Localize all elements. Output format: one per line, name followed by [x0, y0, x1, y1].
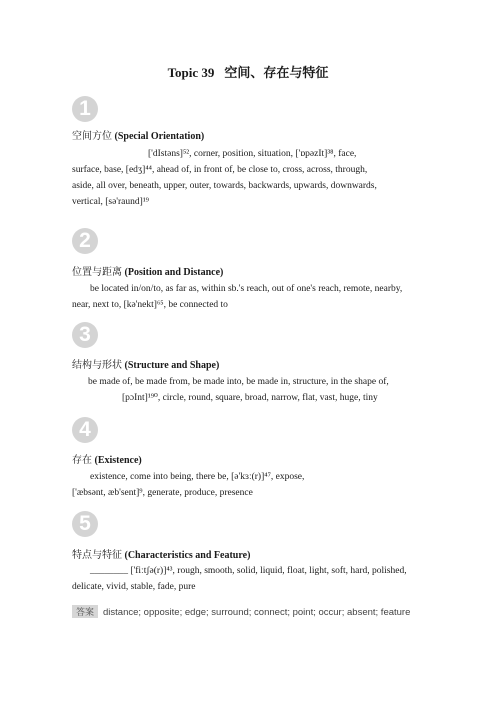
section-body	[72, 469, 432, 501]
section-number-badge: 5	[72, 511, 98, 537]
section-line: be located in/on/to, as far as, within sb.'s reach, out of one's reach, remote, nearby,	[90, 284, 403, 294]
section-line: ________ ['fiːtʃə(r)]⁴³, rough, smooth, solid, liquid, float, light, soft, hard, polished,	[90, 566, 407, 576]
section-number-badge: 4	[72, 417, 98, 443]
section-line: existence, come into being, there be, [ə'kɜː(r)]⁴⁷, expose,	[90, 472, 305, 482]
section-body	[72, 374, 432, 406]
answer-tag: 答案	[72, 605, 98, 618]
section-heading-en: (Special Orientation)	[114, 131, 205, 142]
section-heading-cn: 位置与距离	[72, 267, 122, 278]
section-line: ['dIstəns]⁵², corner, position, situation, ['ɒpəzIt]³⁸, face,	[148, 149, 357, 159]
page-title	[0, 62, 496, 81]
section-line: delicate, vivid, stable, fade, pure	[72, 582, 196, 592]
section-heading-cn: 空间方位	[72, 131, 112, 142]
section-number-badge: 2	[72, 228, 98, 254]
section-body	[72, 563, 432, 595]
section-heading-cn: 特点与特征	[72, 550, 122, 561]
section-line: ['æbsənt, æb'sent]⁹, generate, produce, presence	[72, 488, 253, 498]
section-body	[72, 281, 432, 313]
section-heading-en: (Existence)	[94, 455, 142, 466]
section-line: be made of, be made from, be made into, be made in, structure, in the shape of,	[88, 377, 389, 387]
section-body	[72, 146, 432, 210]
section-heading-cn: 存在	[72, 455, 92, 466]
section-heading	[72, 546, 250, 561]
section-number-badge: 3	[72, 322, 98, 348]
section-line: surface, base, [edʒ]⁴⁴, ahead of, in front of, be close to, cross, across, through,	[72, 165, 368, 175]
topic-number: Topic 39	[167, 65, 215, 80]
topic-title-cn: 空间、存在与特征	[224, 66, 329, 81]
section-line: near, next to, [kə'nekt]⁶⁵, be connected to	[72, 300, 228, 310]
section-heading-en: (Structure and Shape)	[124, 360, 220, 371]
section-heading	[72, 127, 204, 142]
answer-row	[72, 605, 410, 618]
section-heading-en: (Position and Distance)	[124, 267, 224, 278]
section-number-badge: 1	[72, 96, 98, 122]
answer-text: distance; opposite; edge; surround; connect; point; occur; absent; feature	[103, 607, 411, 618]
section-heading-en: (Characteristics and Feature)	[124, 550, 251, 561]
section-line: [pɔInt]¹⁹⁰, circle, round, square, broad, narrow, flat, vast, huge, tiny	[122, 393, 378, 403]
section-line: aside, all over, beneath, upper, outer, towards, backwards, upwards, downwards,	[72, 181, 377, 191]
section-heading-cn: 结构与形状	[72, 360, 122, 371]
section-line: vertical, [sə'raund]¹⁹	[72, 197, 149, 207]
section-heading	[72, 263, 223, 278]
section-heading	[72, 356, 219, 371]
section-heading	[72, 451, 142, 466]
